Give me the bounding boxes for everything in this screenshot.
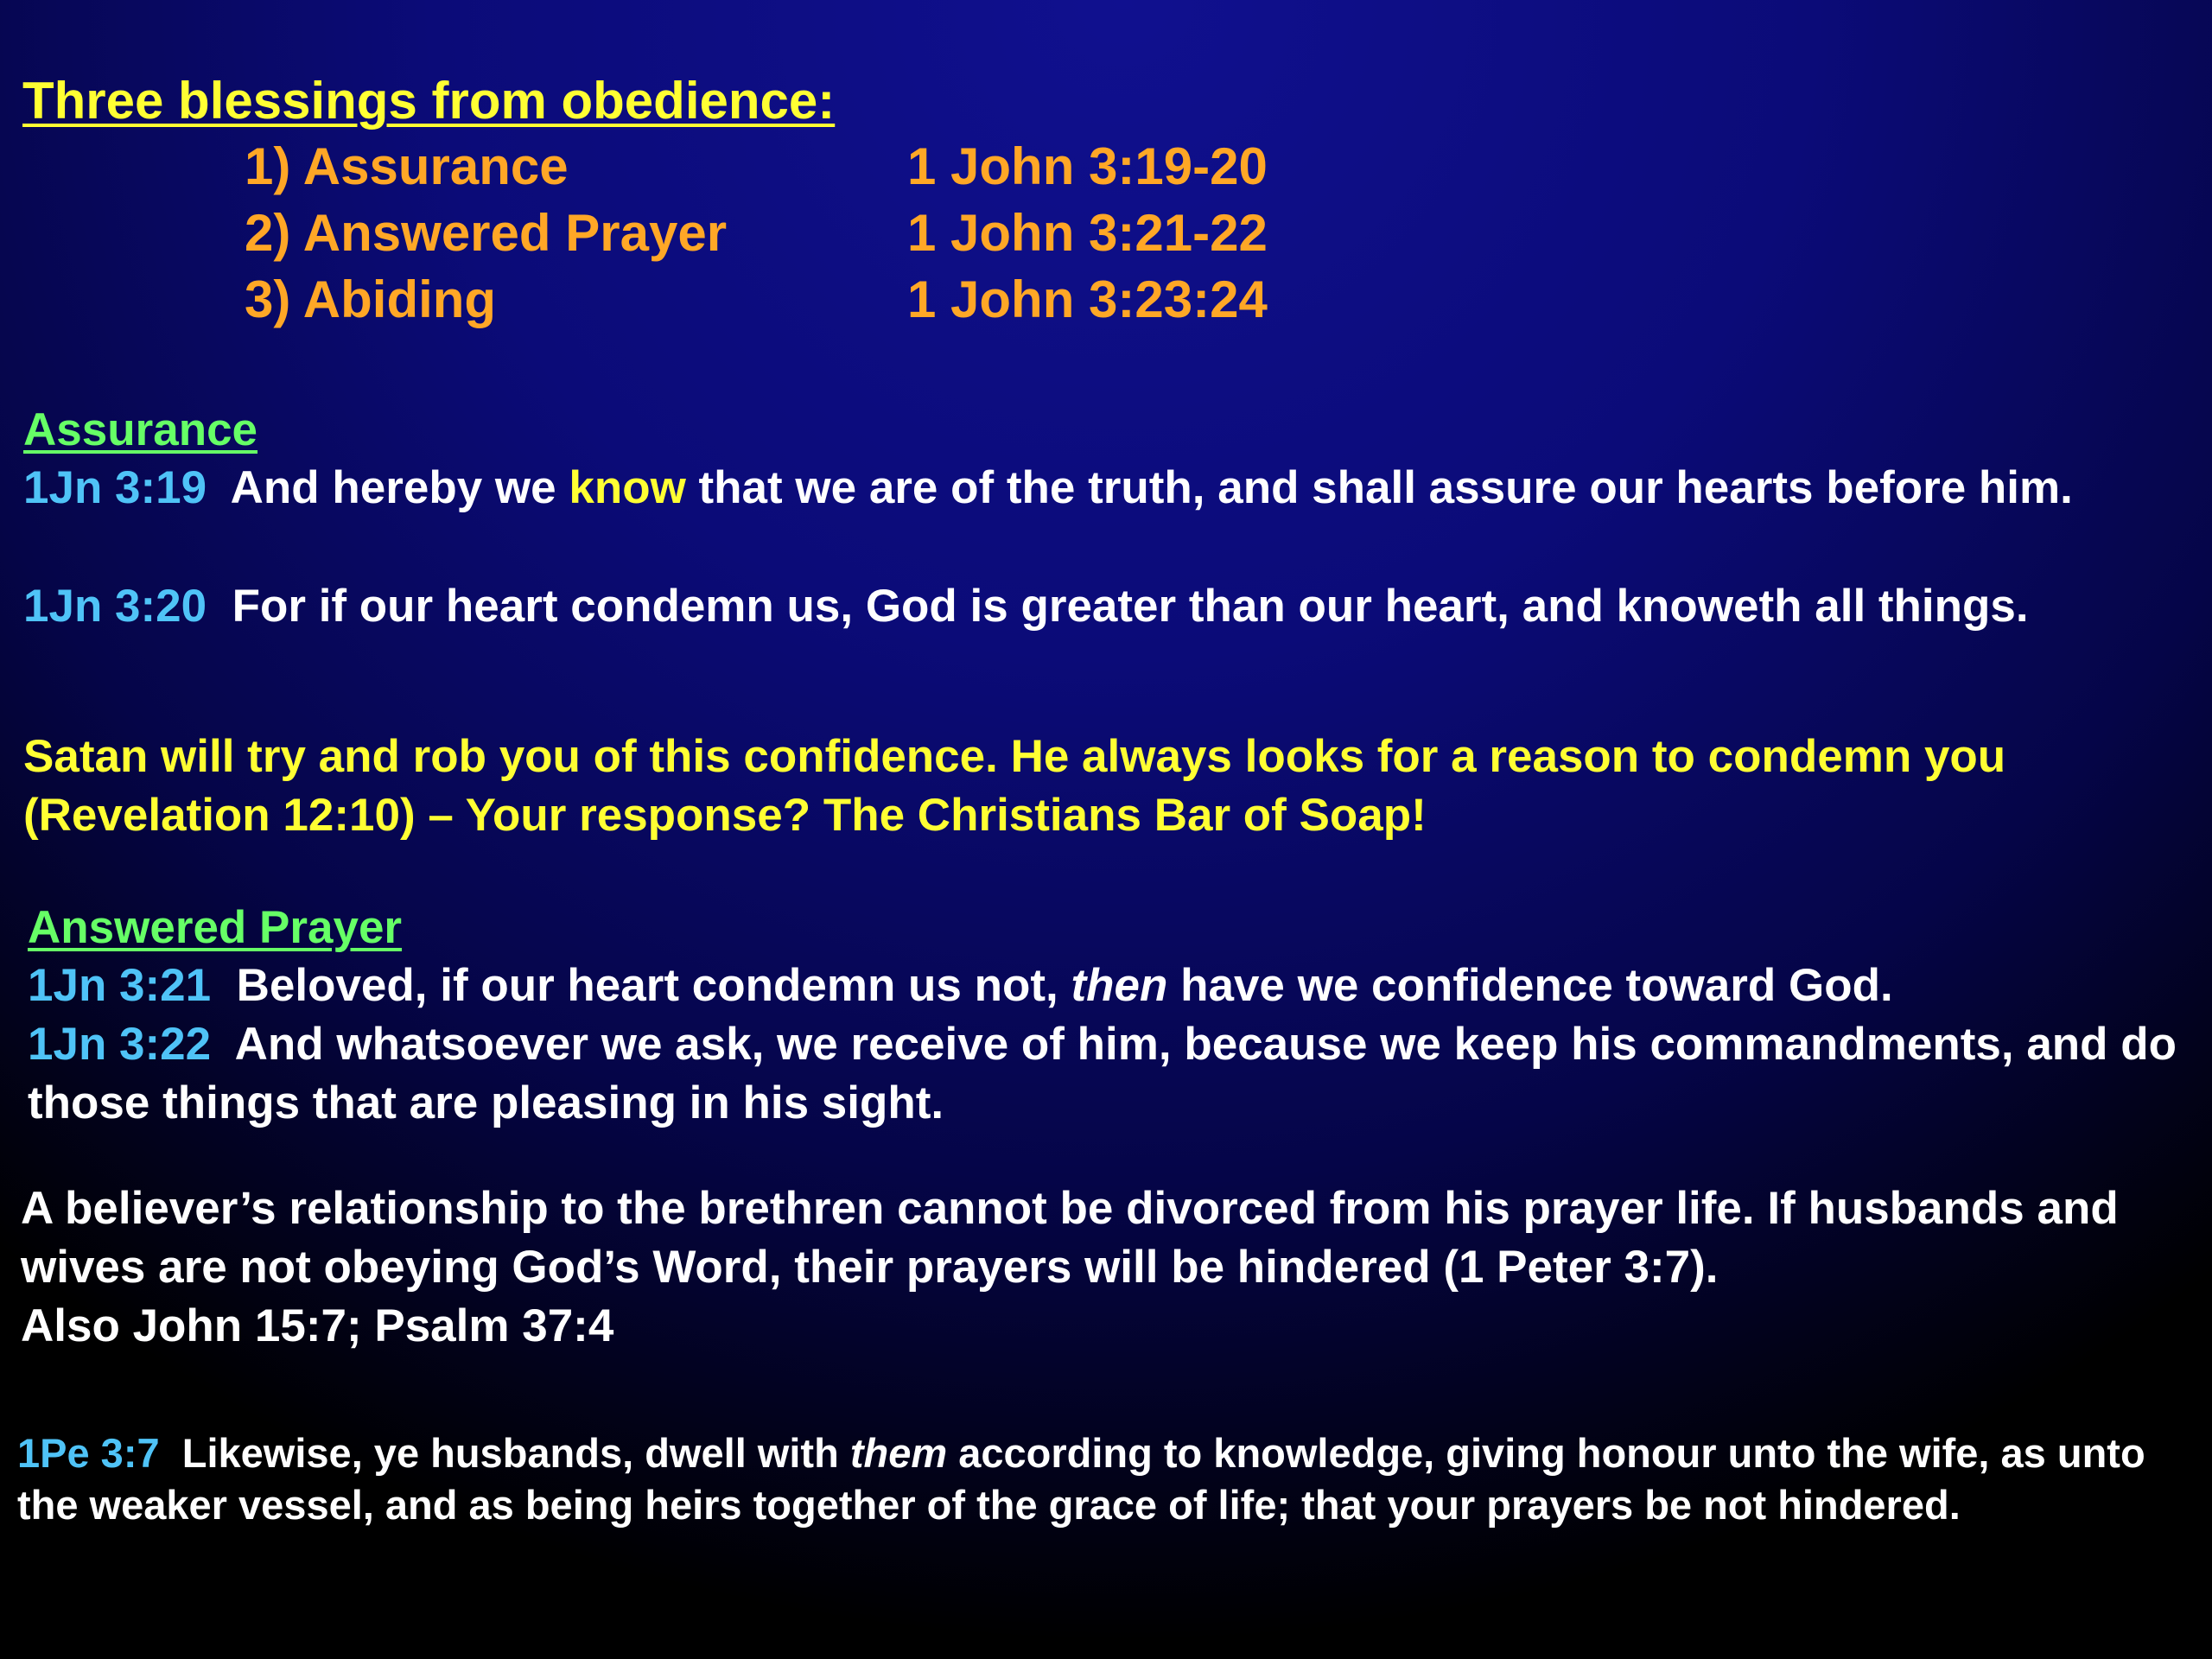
verse-reference: 1Jn 3:20: [23, 581, 207, 632]
blessing-label-1: 1) Assurance: [245, 137, 569, 195]
verse-1jn-3-21: [28, 957, 2205, 1015]
satan-note: Satan will try and rob you of this confidence. He always looks for a reason to condemn you (Revelation 12:10) – Your response? The Christians Bar of Soap!: [23, 731, 2006, 841]
verse-reference: 1Jn 3:21: [28, 960, 212, 1011]
blessing-label-3: 3) Abiding: [245, 270, 497, 328]
verse-text: according to knowledge, giving honour unto the wife, as unto the weaker vessel, and as being heirs together of the grace of life; that your prayers be not hindered.: [17, 1430, 2145, 1528]
verse-text: Likewise, ye husbands, dwell with: [181, 1430, 839, 1476]
blessing-ref-2: 1 John 3:21-22: [907, 204, 1268, 262]
verse-1pe-3-7: [17, 1427, 2208, 1531]
verse-reference: 1Pe 3:7: [17, 1430, 160, 1476]
verse-text: For if our heart condemn us, God is greater than our heart, and knoweth all things.: [232, 581, 2029, 632]
verse-text: that we are of the truth, and shall assure our hearts before him.: [698, 462, 2073, 513]
blessing-ref-1: 1 John 3:19-20: [907, 137, 1268, 195]
highlighted-word: know: [569, 462, 686, 513]
blessing-label-2: 2) Answered Prayer: [245, 204, 728, 262]
verse-reference: 1Jn 3:19: [23, 462, 207, 513]
slide-title: Three blessings from obedience:: [22, 72, 836, 130]
assurance-heading: Assurance: [23, 404, 258, 455]
verse-text: And whatsoever we ask, we receive of him, because we keep his commandments, and do those things that are pleasing in his sight.: [28, 1019, 2177, 1128]
verse-1jn-3-20: [23, 577, 2201, 636]
italic-word: them: [849, 1430, 948, 1476]
answered-prayer-heading: Answered Prayer: [28, 902, 403, 953]
verse-reference: 1Jn 3:22: [28, 1019, 212, 1070]
verse-text: have we confidence toward God.: [1180, 960, 1893, 1011]
verse-text: Beloved, if our heart condemn us not,: [236, 960, 1058, 1011]
verse-text: And hereby we: [230, 462, 556, 513]
believer-note-cross-references: Also John 15:7; Psalm 37:4: [21, 1300, 614, 1351]
verse-1jn-3-22: [28, 1015, 2188, 1133]
blessing-ref-3: 1 John 3:23:24: [907, 270, 1268, 328]
italic-word: then: [1071, 960, 1168, 1011]
verse-1jn-3-19: [23, 459, 2201, 518]
believer-note: A believer’s relationship to the brethren cannot be divorced from his prayer life. If husbands and wives are not obeying God’s Word, their prayers will be hindered (1 Peter 3:7).: [21, 1183, 2119, 1293]
